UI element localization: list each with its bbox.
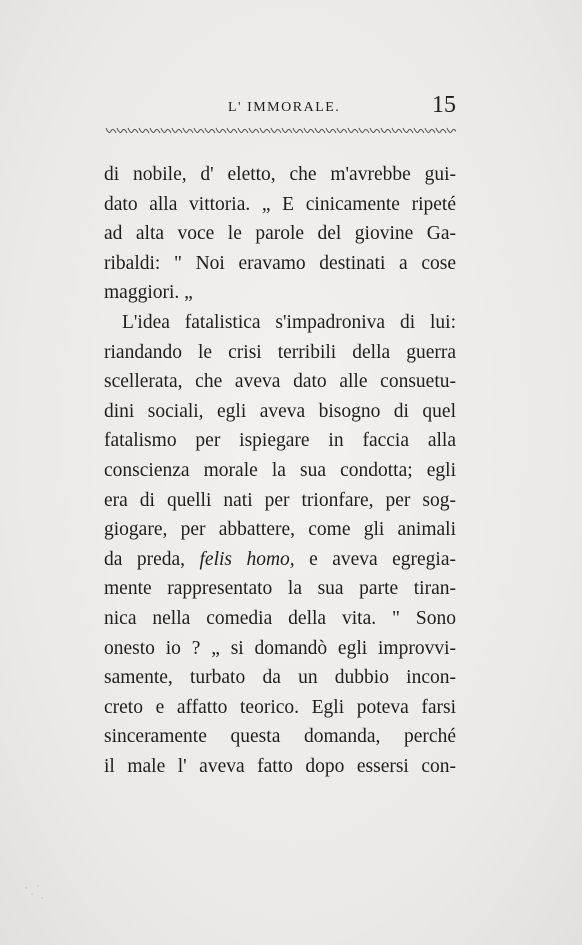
text-fragment: e aveva egregia- (309, 548, 456, 570)
ornament-swirl (271, 128, 281, 133)
running-head: L' IMMORALE. (228, 100, 341, 115)
ornament-swirl (117, 128, 127, 133)
ornament-swirl (337, 128, 347, 133)
ornament-swirl (249, 128, 259, 133)
text-line: L'idea fatalistica s'impadroniva di lui: (122, 311, 456, 333)
ornament-swirl (436, 128, 446, 133)
text-line: creto e affatto teorico. Egli poteva farsi (104, 696, 456, 718)
text-line: giogare, per abbattere, come gli animali (104, 519, 456, 541)
ornament-swirl (403, 128, 413, 133)
text-line: ribaldi: " Noi eravamo destinati a cose (104, 252, 456, 274)
text-line: ad alta voce le parole del giovine Ga- (104, 223, 456, 245)
paper-speck-icon (20, 880, 50, 904)
body-text (104, 160, 456, 781)
text-line-with-italic (104, 545, 456, 575)
ornament-swirl (304, 128, 314, 133)
text-line: nica nella comedia della vita. " Sono (104, 607, 456, 629)
ornament-swirl (315, 128, 325, 133)
text-line: onesto io ? „ si domandò egli improvvi- (104, 637, 456, 659)
text-line: maggiori. „ (104, 282, 193, 304)
ornament-swirl (414, 128, 424, 133)
text-line: conscienza morale la sua condotta; egli (104, 459, 456, 481)
ornament-swirl (194, 128, 204, 133)
ornament-swirl (227, 128, 237, 133)
text-line: scellerata, che aveva dato alle consuetu- (104, 371, 456, 393)
ornament-swirl (326, 128, 336, 133)
italic-phrase: felis homo, (199, 548, 295, 570)
ornament-swirl (392, 128, 402, 133)
decorative-rule-icon (104, 126, 456, 136)
text-line: di nobile, d' eletto, che m'avrebbe gui- (104, 164, 456, 185)
ornament-swirl (205, 128, 215, 133)
ornament-swirl (359, 128, 369, 133)
text-line: fatalismo per ispiegare in faccia alla (104, 430, 456, 452)
ornament-swirl (260, 128, 270, 133)
page-number: 15 (432, 92, 456, 118)
ornament-swirl (447, 128, 456, 133)
text-line: dato alla vittoria. „ E cinicamente ripeté (104, 193, 456, 215)
text-line: riandando le crisi terribili della guerra (104, 341, 456, 363)
ornament-swirl (370, 128, 380, 133)
page-header (104, 92, 456, 122)
ornament-swirl (348, 128, 358, 133)
text-line: il male l' aveva fatto dopo essersi con- (104, 755, 456, 777)
text-line: era di quelli nati per trionfare, per sog- (104, 489, 456, 511)
ornament-swirl (172, 128, 182, 133)
ornament-swirl (150, 128, 160, 133)
ornament-swirl (106, 128, 116, 133)
text-line: dini sociali, egli aveva bisogno di quel (104, 400, 456, 422)
ornament-swirl (282, 128, 292, 133)
ornament-swirl (128, 128, 138, 133)
ornament-swirl (139, 128, 149, 133)
text-line: mente rappresentato la sua parte tiran- (104, 578, 456, 600)
ornament-swirl (238, 128, 248, 133)
ornament-swirl (425, 128, 435, 133)
text-line: sinceramente questa domanda, perché (104, 726, 456, 748)
ornament-swirl (293, 128, 303, 133)
text-fragment: da preda, (104, 548, 186, 570)
ornament-swirl (216, 128, 226, 133)
ornament-swirl (161, 128, 171, 133)
ornament-swirl (183, 128, 193, 133)
text-line: samente, turbato da un dubbio incon- (104, 667, 456, 689)
ornament-swirl (381, 128, 391, 133)
